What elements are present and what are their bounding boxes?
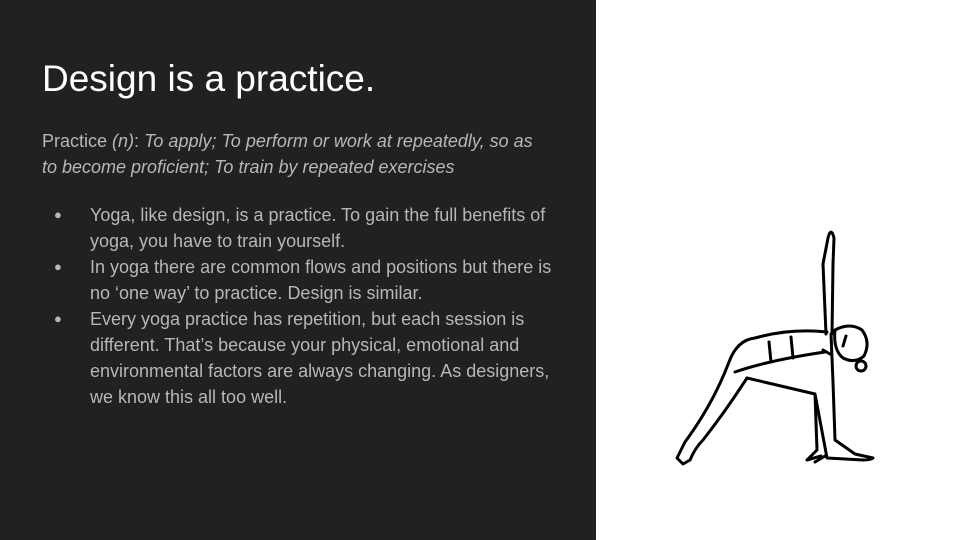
bullet-dot: ●	[54, 311, 62, 326]
bullet-item	[42, 202, 552, 254]
bullet-list	[42, 202, 552, 410]
bullet-text: Every yoga practice has repetition, but each session is different. That’s because your physical, emotional and environmental factors are always changing. As designers, we know this all too well.	[90, 309, 550, 407]
bullet-dot: ●	[54, 259, 62, 274]
yoga-triangle-pose-icon	[665, 222, 880, 472]
bullet-dot: ●	[54, 207, 62, 222]
definition-colon: :	[134, 131, 140, 151]
bullet-text: In yoga there are common flows and positions but there is no ‘one way’ to practice. Design is similar.	[90, 257, 552, 303]
slide-title: Design is a practice.	[42, 58, 376, 99]
definition	[42, 128, 552, 180]
definition-part-of-speech: (n)	[112, 131, 135, 151]
definition-meaning: To apply; To perform or work at repeatedly, so as to become proficient; To train by repeated exercises	[42, 131, 533, 177]
bullet-item	[42, 306, 552, 410]
bullet-item	[42, 254, 552, 306]
bullet-text: Yoga, like design, is a practice. To gain the full benefits of yoga, you have to train yourself.	[90, 205, 546, 251]
definition-word: Practice	[42, 131, 108, 151]
